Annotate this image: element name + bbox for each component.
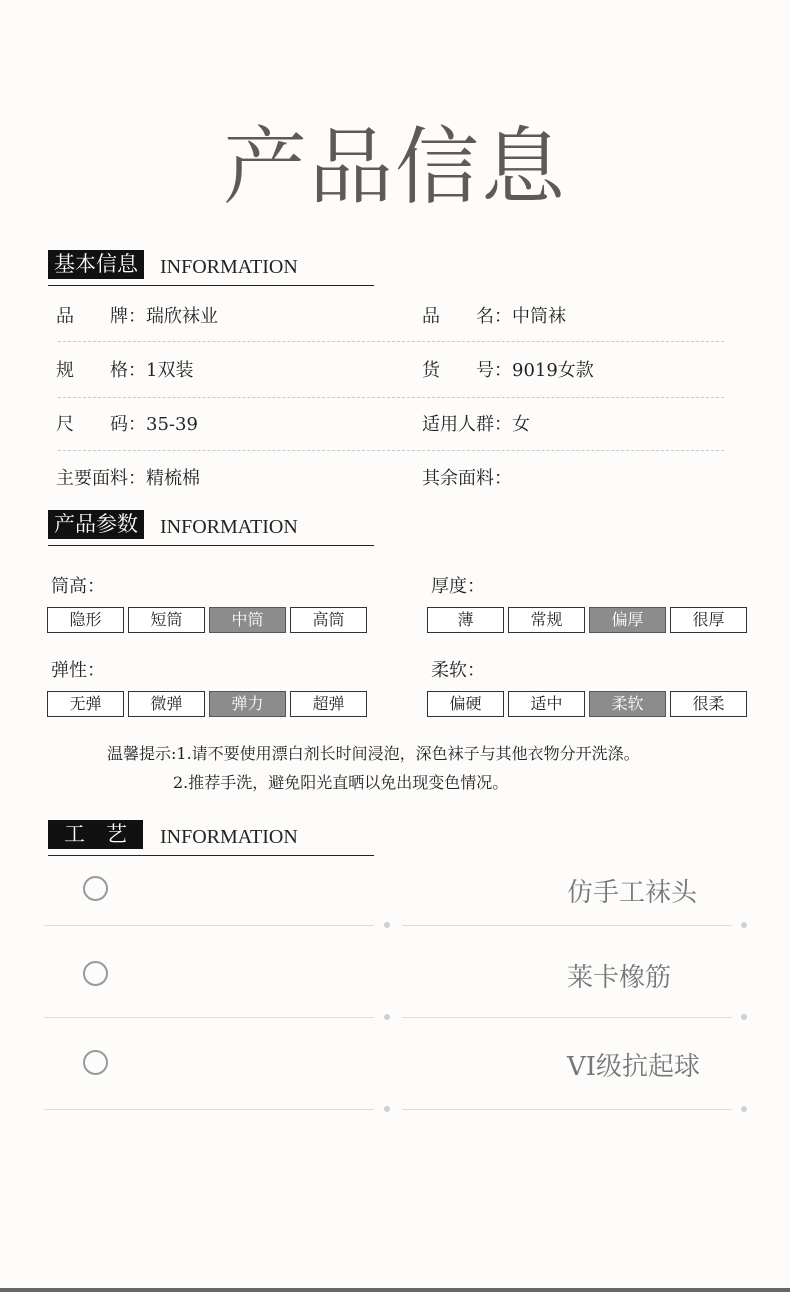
option-elasticity-3: 超弹 bbox=[290, 691, 367, 717]
target-group-field: 适用人群：女 bbox=[422, 414, 530, 435]
craft-label: 仿手工袜头 bbox=[567, 878, 698, 908]
circle-icon bbox=[83, 1050, 108, 1075]
option-thickness-0: 薄 bbox=[427, 607, 504, 633]
care-tip-line2: 2.推荐手洗，避免阳光直晒以免出现变色情况。 bbox=[173, 773, 509, 792]
option-height-3: 高筒 bbox=[290, 607, 367, 633]
circle-icon bbox=[83, 961, 108, 986]
info-row-brand bbox=[56, 288, 726, 340]
info-row-material bbox=[56, 450, 726, 502]
option-thickness-1: 常规 bbox=[508, 607, 585, 633]
option-elasticity-1: 微弹 bbox=[128, 691, 205, 717]
divider bbox=[402, 1109, 732, 1110]
product-name-field: 品 名：中筒袜 bbox=[422, 306, 566, 327]
brand-field: 品 牌：瑞欣袜业 bbox=[56, 306, 218, 327]
option-elasticity-0: 无弹 bbox=[47, 691, 124, 717]
dot bbox=[741, 1014, 747, 1020]
section-tag: 工 艺 bbox=[48, 820, 143, 849]
divider bbox=[44, 1109, 374, 1110]
option-height-2: 中筒 bbox=[209, 607, 286, 633]
craft-label: 莱卡橡筋 bbox=[567, 963, 672, 993]
option-height-1: 短筒 bbox=[128, 607, 205, 633]
param-label-elasticity: 弹性： bbox=[51, 660, 105, 681]
dot bbox=[384, 1014, 390, 1020]
divider bbox=[44, 925, 374, 926]
craft-item bbox=[44, 1034, 750, 1124]
divider bbox=[44, 1017, 374, 1018]
item-number-field: 货 号：9019女款 bbox=[422, 360, 594, 381]
option-height-0: 隐形 bbox=[47, 607, 124, 633]
info-row-size bbox=[56, 396, 726, 448]
option-thickness-3: 很厚 bbox=[670, 607, 747, 633]
param-label-height: 筒高： bbox=[51, 576, 105, 597]
page-title: 产品信息 bbox=[222, 118, 567, 216]
dot bbox=[384, 1106, 390, 1112]
section-en-label: INFORMATION bbox=[160, 826, 298, 848]
craft-label: VI级抗起球 bbox=[567, 1052, 701, 1082]
craft-item bbox=[44, 860, 750, 950]
param-label-thickness: 厚度： bbox=[431, 576, 485, 597]
section-en-label: INFORMATION bbox=[160, 256, 298, 278]
option-elasticity-2: 弹力 bbox=[209, 691, 286, 717]
bottom-bar bbox=[0, 1288, 790, 1292]
option-group-elasticity bbox=[47, 691, 367, 717]
option-group-softness bbox=[427, 691, 747, 717]
param-label-softness: 柔软： bbox=[431, 660, 485, 681]
info-row-spec bbox=[56, 342, 726, 394]
size-field: 尺 码：35-39 bbox=[56, 414, 198, 435]
option-group-thickness bbox=[427, 607, 747, 633]
dot bbox=[741, 922, 747, 928]
option-softness-0: 偏硬 bbox=[427, 691, 504, 717]
section-header-params bbox=[48, 510, 374, 546]
section-header-basic bbox=[48, 250, 374, 286]
main-material-field: 主要面料：精梳棉 bbox=[56, 468, 200, 489]
dot bbox=[741, 1106, 747, 1112]
divider bbox=[402, 1017, 732, 1018]
option-softness-2: 柔软 bbox=[589, 691, 666, 717]
craft-item bbox=[44, 945, 750, 1035]
spec-field: 规 格：1双装 bbox=[56, 360, 194, 381]
section-en-label: INFORMATION bbox=[160, 516, 298, 538]
section-header-craft bbox=[48, 820, 374, 856]
section-tag: 基本信息 bbox=[48, 250, 144, 279]
other-material-field: 其余面料： bbox=[422, 468, 512, 489]
option-softness-1: 适中 bbox=[508, 691, 585, 717]
dot bbox=[384, 922, 390, 928]
care-tip-line1: 温馨提示:1.请不要使用漂白剂长时间浸泡，深色袜子与其他衣物分开洗涤。 bbox=[107, 744, 640, 763]
option-thickness-2: 偏厚 bbox=[589, 607, 666, 633]
circle-icon bbox=[83, 876, 108, 901]
section-tag: 产品参数 bbox=[48, 510, 144, 539]
option-group-height bbox=[47, 607, 367, 633]
divider bbox=[402, 925, 732, 926]
option-softness-3: 很柔 bbox=[670, 691, 747, 717]
